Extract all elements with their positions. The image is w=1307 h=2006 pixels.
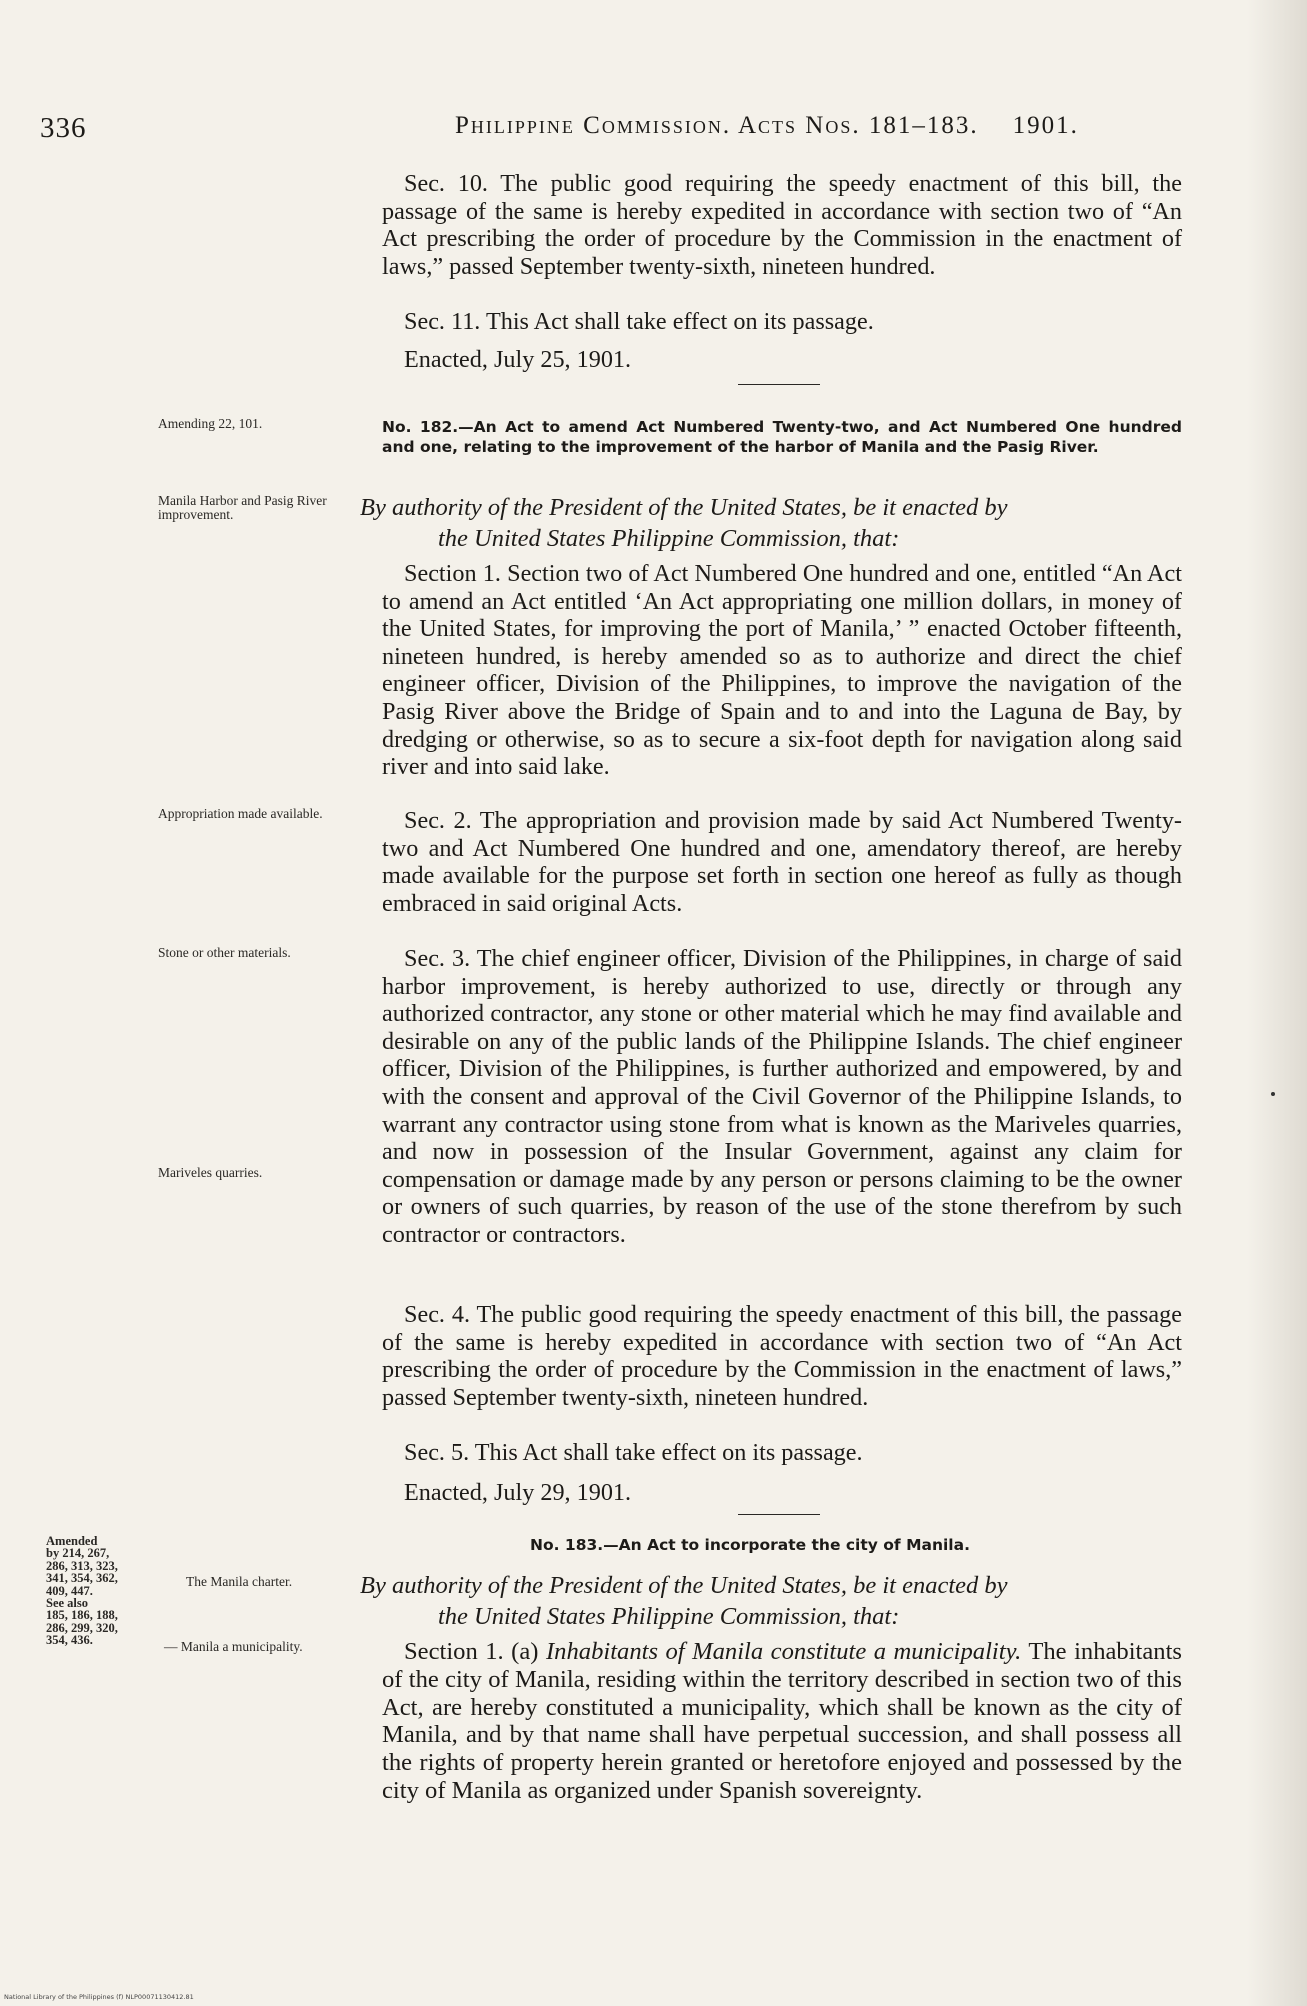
act182-title: No. 182.—An Act to amend Act Numbered Twenty-two, and Act Numbered One hundred and one, relating to the improvement of the harbor of Manila and the Pasig River. — [382, 418, 1182, 456]
margin-note-amending: Amending 22, 101. — [158, 416, 263, 431]
act181-enacted: Enacted, July 25, 1901. — [404, 346, 632, 373]
act183-title: No. 183.—An Act to incorporate the city of Manila. — [530, 1536, 970, 1554]
margin-note-mariveles: Mariveles quarries. — [158, 1165, 263, 1180]
margin-note-harbor: Manila Harbor and Pasig River improvement. — [158, 493, 327, 522]
act183-section1-text: The inhabitants of the city of Manila, residing within the territory described in section two of this Act, are hereby constituted a municipality, which shall be known as the city of Manila, and by that name shall have perpetual succession, and shall possess all the rights of property herein granted or heretofore enjoyed and possessed by the city of Manila as organized under Spanish sovereignty. — [382, 1638, 1182, 1804]
act182-enacting-clause: By authority of the President of the United States, be it enacted by the United States Philippine Commission, that: — [360, 494, 1008, 552]
page-header — [40, 112, 1100, 148]
running-title — [455, 112, 1079, 140]
act183-enacting-clause: By authority of the President of the United States, be it enacted by the United States Philippine Commission, that: — [360, 1572, 1008, 1630]
margin-note-stone: Stone or other materials. — [158, 945, 291, 960]
page-edge-shadow — [1247, 0, 1307, 2006]
margin-note-appropriation: Appropriation made available. — [158, 806, 323, 821]
section-divider-2 — [738, 1514, 820, 1515]
act182-sec3: Sec. 3. The chief engineer officer, Division of the Philippines, in charge of said harbor improvement, is hereby authorized to use, directly or through any authorized contractor, any stone or other material which he may find available and desirable on any of the public lands of the Philippine Islands. The chief engineer officer, Division of the Philippines, is further authorized and empowered, by and with the consent and approval of the Civil Governor of the Philippine Islands, to warrant any contractor using stone from what is known as the Mariveles quarries, and now in possession of the Insular Government, against any claim for compensation or damage made by any person or persons claiming to be the owner or owners of such quarries, by reason of the use of the stone therefrom by such contractor or contractors. — [382, 945, 1182, 1248]
act181-sec10: Sec. 10. The public good requiring the speedy enactment of this bill, the passage of the same is hereby expedited in accordance with section two of “An Act prescribing the order of procedure by the Commission in the enactment of laws,” passed September twenty-sixth, nineteen hundred. — [382, 170, 1182, 280]
margin-note-amended-list: Amended by 214, 267, 286, 313, 323, 341, 354, 362, 409, 447. See also 185, 186, 188, 286, 299, 320, 354, 436. — [46, 1534, 118, 1648]
margin-note-charter: The Manila charter. — [186, 1574, 293, 1589]
act181-sec11: Sec. 11. This Act shall take effect on its passage. — [404, 308, 874, 335]
act182-sec5: Sec. 5. This Act shall take effect on its passage. — [404, 1439, 863, 1466]
act182-enacted: Enacted, July 29, 1901. — [404, 1479, 632, 1506]
running-title-year: 1901. — [1012, 112, 1079, 139]
act183-section1 — [382, 1638, 1182, 1805]
scan-speck — [1271, 1092, 1275, 1096]
section-divider — [738, 384, 820, 385]
act182-sec4: Sec. 4. The public good requiring the speedy enactment of this bill, the passage of the same is hereby expedited in accordance with section two of “An Act prescribing the order of procedure by the Commission in the enactment of laws,” passed September twenty-sixth, nineteen hundred. — [382, 1301, 1182, 1411]
scan-credit: National Library of the Philippines (f) NLP00071130412.81 — [4, 1993, 194, 2001]
page-number: 336 — [40, 112, 87, 144]
act182-section1: Section 1. Section two of Act Numbered One hundred and one, entitled “An Act to amend an Act entitled ‘An Act appropriating one million dollars, in money of the United States, for improving the port of Manila,’ ” enacted October fifteenth, nineteen hundred, is hereby amended so as to authorize and direct the chief engineer officer, Division of the Philippines, to improve the navigation of the Pasig River above the Bridge of Spain and to and into the Laguna de Bay, by dredging or otherwise, so as to secure a six-foot depth for navigation along said river and into said lake. — [382, 560, 1182, 781]
act182-sec2: Sec. 2. The appropriation and provision made by said Act Numbered Twenty-two and Act Numbered One hundred and one, amendatory thereof, are hereby made available for the purpose set forth in section one hereof as fully as though embraced in said original Acts. — [382, 807, 1182, 917]
act183-section1-heading: Inhabitants of Manila constitute a municipality. — [545, 1638, 1022, 1665]
act183-section1-label: Section 1. (a) — [404, 1638, 539, 1665]
margin-note-municipality: — Manila a municipality. — [164, 1639, 303, 1654]
running-title-text: Philippine Commission. Acts Nos. 181–183. — [455, 112, 979, 139]
